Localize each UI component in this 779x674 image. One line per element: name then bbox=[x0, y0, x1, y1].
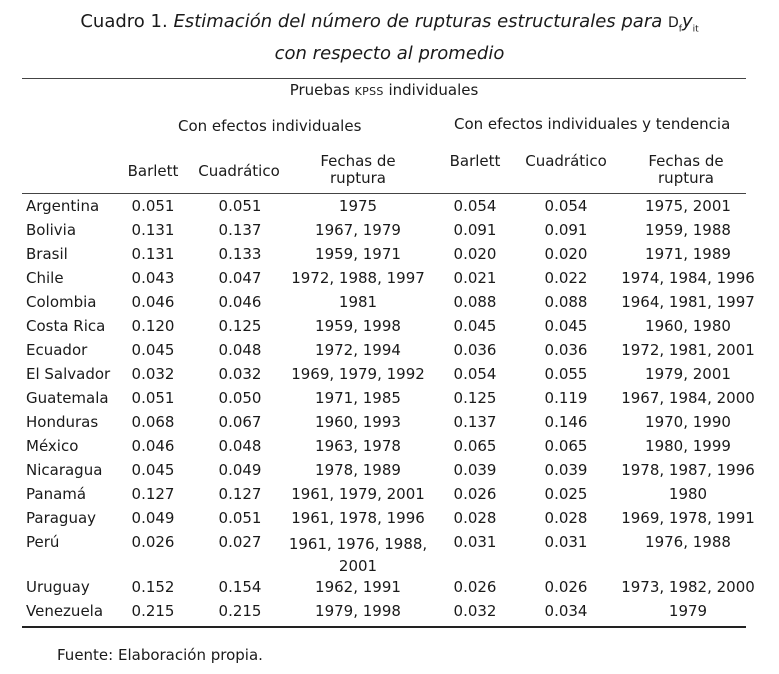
b-fechas-value: 1979 bbox=[668, 602, 708, 620]
a-fechas-value: 1963, 1978 bbox=[315, 437, 401, 455]
country-name: Ecuador bbox=[26, 341, 88, 359]
symbol-d: D bbox=[667, 15, 679, 31]
col-b-barlett: Barlett bbox=[449, 152, 501, 170]
a-cuadratico-value: 0.050 bbox=[218, 389, 262, 407]
country-name: Paraguay bbox=[26, 509, 97, 527]
a-barlett-value: 0.127 bbox=[131, 485, 175, 503]
col-a-fechas: Fechas de ruptura bbox=[320, 152, 396, 187]
b-fechas-value: 1970, 1990 bbox=[645, 413, 731, 431]
country-name: Panamá bbox=[26, 485, 87, 503]
a-barlett-value: 0.152 bbox=[131, 578, 175, 596]
a-cuadratico-value: 0.137 bbox=[218, 221, 262, 239]
b-fechas-value: 1980 bbox=[668, 485, 708, 503]
country-name: Costa Rica bbox=[26, 317, 106, 335]
b-fechas-value: 1976, 1988 bbox=[645, 533, 731, 551]
b-barlett-value: 0.021 bbox=[453, 269, 497, 287]
a-fechas-value: 1960, 1993 bbox=[315, 413, 401, 431]
b-barlett-value: 0.054 bbox=[453, 365, 497, 383]
symbol-y-subscript: it bbox=[692, 24, 699, 35]
caption-title-part1: Estimación del número de rupturas estructurales para bbox=[173, 11, 668, 32]
a-barlett-value: 0.046 bbox=[131, 293, 175, 311]
country-name: Nicaragua bbox=[26, 461, 103, 479]
a-fechas-value: 1979, 1998 bbox=[315, 602, 401, 620]
a-barlett-value: 0.215 bbox=[131, 602, 175, 620]
a-cuadratico-value: 0.215 bbox=[218, 602, 262, 620]
col-b-fechas: Fechas de ruptura bbox=[648, 152, 724, 187]
a-cuadratico-value: 0.048 bbox=[218, 437, 262, 455]
country-name: Bolivia bbox=[26, 221, 77, 239]
a-fechas-value: 1978, 1989 bbox=[315, 461, 401, 479]
a-fechas-value: 1969, 1979, 1992 bbox=[291, 365, 425, 383]
b-fechas-value: 1978, 1987, 1996 bbox=[621, 461, 755, 479]
a-fechas-value: 1961, 1976, 1988, 2001 bbox=[288, 535, 428, 575]
a-cuadratico-value: 0.027 bbox=[218, 533, 262, 551]
caption-line-1 bbox=[0, 10, 779, 42]
panel-a-header: Con efectos individuales bbox=[178, 117, 362, 135]
country-name: Perú bbox=[26, 533, 60, 551]
a-fechas-value: 1972, 1988, 1997 bbox=[291, 269, 425, 287]
a-cuadratico-value: 0.133 bbox=[218, 245, 262, 263]
b-cuadratico-value: 0.028 bbox=[544, 509, 588, 527]
b-cuadratico-value: 0.022 bbox=[544, 269, 588, 287]
b-fechas-value: 1969, 1978, 1991 bbox=[621, 509, 755, 527]
col-b-cuadratico: Cuadrático bbox=[525, 152, 607, 170]
b-cuadratico-value: 0.039 bbox=[544, 461, 588, 479]
country-name: Guatemala bbox=[26, 389, 109, 407]
a-barlett-value: 0.131 bbox=[131, 245, 175, 263]
a-cuadratico-value: 0.051 bbox=[218, 197, 262, 215]
a-fechas-value: 1972, 1994 bbox=[315, 341, 401, 359]
b-barlett-value: 0.091 bbox=[453, 221, 497, 239]
a-cuadratico-value: 0.048 bbox=[218, 341, 262, 359]
b-cuadratico-value: 0.065 bbox=[544, 437, 588, 455]
a-cuadratico-value: 0.125 bbox=[218, 317, 262, 335]
b-cuadratico-value: 0.146 bbox=[544, 413, 588, 431]
b-fechas-value: 1979, 2001 bbox=[645, 365, 731, 383]
a-cuadratico-value: 0.032 bbox=[218, 365, 262, 383]
b-cuadratico-value: 0.091 bbox=[544, 221, 588, 239]
caption-number: Cuadro 1. bbox=[80, 11, 174, 32]
a-fechas-value: 1961, 1978, 1996 bbox=[291, 509, 425, 527]
country-name: Colombia bbox=[26, 293, 97, 311]
caption-title-part2: con respecto al promedio bbox=[274, 42, 505, 64]
country-name: Argentina bbox=[26, 197, 100, 215]
b-cuadratico-value: 0.026 bbox=[544, 578, 588, 596]
a-cuadratico-value: 0.067 bbox=[218, 413, 262, 431]
a-barlett-value: 0.051 bbox=[131, 389, 175, 407]
a-barlett-value: 0.045 bbox=[131, 461, 175, 479]
b-cuadratico-value: 0.031 bbox=[544, 533, 588, 551]
a-fechas-value: 1959, 1998 bbox=[315, 317, 401, 335]
b-fechas-value: 1972, 1981, 2001 bbox=[621, 341, 755, 359]
b-barlett-value: 0.045 bbox=[453, 317, 497, 335]
table-caption bbox=[0, 10, 779, 66]
b-barlett-value: 0.026 bbox=[453, 485, 497, 503]
panel-b-header: Con efectos individuales y tendencia bbox=[454, 115, 731, 133]
b-fechas-value: 1959, 1988 bbox=[645, 221, 731, 239]
symbol-y: y bbox=[681, 11, 693, 32]
b-barlett-value: 0.039 bbox=[453, 461, 497, 479]
a-fechas-value: 1971, 1985 bbox=[315, 389, 401, 407]
b-cuadratico-value: 0.034 bbox=[544, 602, 588, 620]
b-fechas-value: 1960, 1980 bbox=[645, 317, 731, 335]
country-name: Honduras bbox=[26, 413, 99, 431]
a-fechas-value: 1975 bbox=[338, 197, 378, 215]
country-name: El Salvador bbox=[26, 365, 111, 383]
a-barlett-value: 0.026 bbox=[131, 533, 175, 551]
group-header-kpss: KPSS bbox=[354, 85, 384, 98]
a-barlett-value: 0.120 bbox=[131, 317, 175, 335]
b-cuadratico-value: 0.045 bbox=[544, 317, 588, 335]
a-barlett-value: 0.043 bbox=[131, 269, 175, 287]
a-cuadratico-value: 0.051 bbox=[218, 509, 262, 527]
a-cuadratico-value: 0.154 bbox=[218, 578, 262, 596]
b-barlett-value: 0.032 bbox=[453, 602, 497, 620]
b-cuadratico-value: 0.055 bbox=[544, 365, 588, 383]
b-cuadratico-value: 0.020 bbox=[544, 245, 588, 263]
symbol-d-subscript: f bbox=[678, 24, 682, 35]
b-fechas-value: 1973, 1982, 2000 bbox=[621, 578, 755, 596]
b-cuadratico-value: 0.088 bbox=[544, 293, 588, 311]
b-fechas-value: 1975, 2001 bbox=[645, 197, 731, 215]
b-fechas-value: 1980, 1999 bbox=[645, 437, 731, 455]
col-a-barlett: Barlett bbox=[127, 162, 179, 180]
b-barlett-value: 0.031 bbox=[453, 533, 497, 551]
b-barlett-value: 0.054 bbox=[453, 197, 497, 215]
a-fechas-value: 1962, 1991 bbox=[315, 578, 401, 596]
b-fechas-value: 1964, 1981, 1997 bbox=[621, 293, 755, 311]
b-barlett-value: 0.137 bbox=[453, 413, 497, 431]
a-barlett-value: 0.032 bbox=[131, 365, 175, 383]
b-barlett-value: 0.026 bbox=[453, 578, 497, 596]
source-note: Fuente: Elaboración propia. bbox=[57, 646, 263, 664]
a-fechas-value: 1967, 1979 bbox=[315, 221, 401, 239]
a-fechas-value: 1961, 1979, 2001 bbox=[291, 485, 425, 503]
b-cuadratico-value: 0.119 bbox=[544, 389, 588, 407]
bottom-rule bbox=[22, 626, 746, 628]
b-fechas-value: 1971, 1989 bbox=[645, 245, 731, 263]
b-fechas-value: 1967, 1984, 2000 bbox=[621, 389, 755, 407]
group-header bbox=[22, 81, 746, 101]
a-barlett-value: 0.131 bbox=[131, 221, 175, 239]
a-cuadratico-value: 0.127 bbox=[218, 485, 262, 503]
country-name: Chile bbox=[26, 269, 64, 287]
a-cuadratico-value: 0.046 bbox=[218, 293, 262, 311]
b-cuadratico-value: 0.025 bbox=[544, 485, 588, 503]
group-header-post: individuales bbox=[383, 81, 479, 99]
group-header-pre: Pruebas bbox=[289, 81, 355, 99]
b-barlett-value: 0.028 bbox=[453, 509, 497, 527]
a-barlett-value: 0.051 bbox=[131, 197, 175, 215]
header-rule bbox=[22, 193, 746, 194]
b-barlett-value: 0.020 bbox=[453, 245, 497, 263]
a-fechas-value: 1981 bbox=[338, 293, 378, 311]
b-barlett-value: 0.065 bbox=[453, 437, 497, 455]
country-name: Uruguay bbox=[26, 578, 90, 596]
a-barlett-value: 0.046 bbox=[131, 437, 175, 455]
country-name: México bbox=[26, 437, 79, 455]
a-barlett-value: 0.049 bbox=[131, 509, 175, 527]
b-barlett-value: 0.088 bbox=[453, 293, 497, 311]
top-rule bbox=[22, 78, 746, 79]
col-a-cuadratico: Cuadrático bbox=[198, 162, 280, 180]
b-barlett-value: 0.036 bbox=[453, 341, 497, 359]
b-fechas-value: 1974, 1984, 1996 bbox=[621, 269, 755, 287]
b-cuadratico-value: 0.054 bbox=[544, 197, 588, 215]
country-name: Venezuela bbox=[26, 602, 104, 620]
a-cuadratico-value: 0.049 bbox=[218, 461, 262, 479]
a-barlett-value: 0.068 bbox=[131, 413, 175, 431]
a-barlett-value: 0.045 bbox=[131, 341, 175, 359]
a-fechas-value: 1959, 1971 bbox=[315, 245, 401, 263]
b-barlett-value: 0.125 bbox=[453, 389, 497, 407]
b-cuadratico-value: 0.036 bbox=[544, 341, 588, 359]
country-name: Brasil bbox=[26, 245, 68, 263]
a-cuadratico-value: 0.047 bbox=[218, 269, 262, 287]
